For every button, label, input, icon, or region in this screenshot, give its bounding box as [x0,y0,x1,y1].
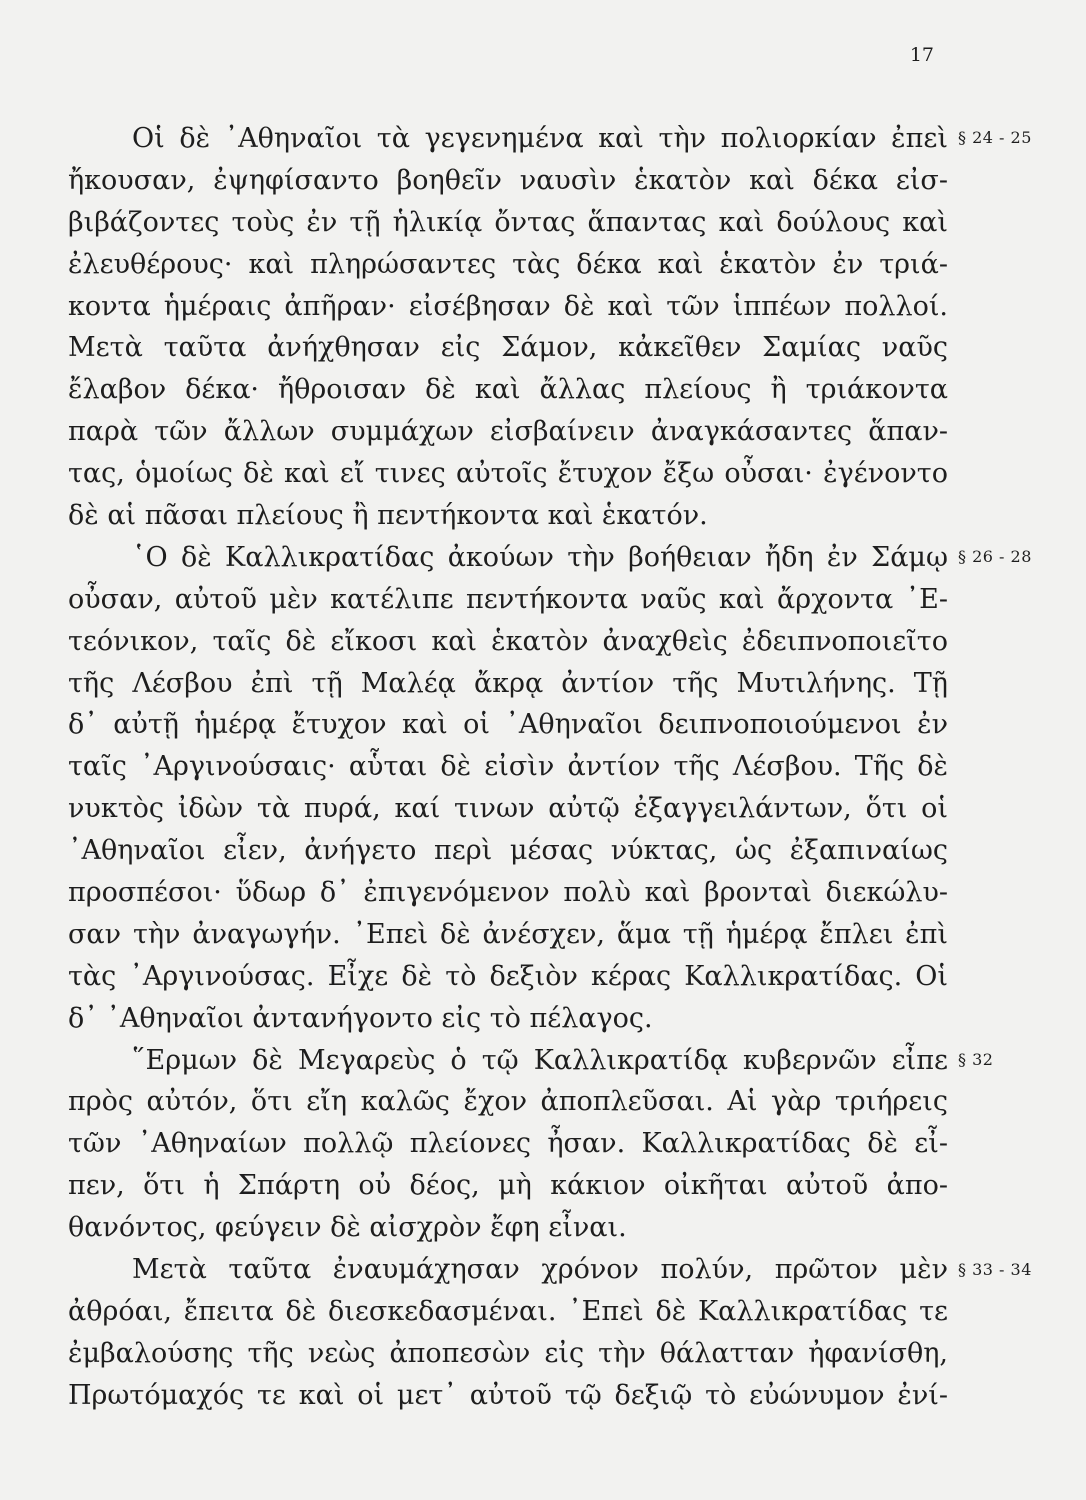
text-line: ταῖς ᾿Αργινούσαις· αὗται δὲ εἰσὶν ἀντίον τῆς Λέσβου. Τῆς δὲ [68,751,948,783]
text-line: τῶν ᾿Αθηναίων πολλῷ πλείονες ἦσαν. Καλλικρατίδας δὲ εἶ- [68,1128,948,1160]
margin-section-ref: § 33 - 34 [958,1260,1032,1279]
text-line: δ᾿ αὐτῇ ἡμέρᾳ ἔτυχον καὶ οἱ ᾿Αθηναῖοι δειπνοποιούμενοι ἐν [68,709,948,741]
text-line: Μετὰ ταῦτα ἀνήχθησαν εἰς Σάμον, κἀκεῖθεν Σαμίας ναῦς [68,332,948,364]
text-body [68,118,948,1417]
text-line: θανόντος, φεύγειν δὲ αἰσχρὸν ἔφη εἶναι. [68,1212,627,1244]
text-line: ἐμβαλούσης τῆς νεὼς ἀποπεσὼν εἰς τὴν θάλατταν ἠφανίσθη, [68,1337,948,1369]
margin-section-ref: § 32 [958,1050,994,1069]
text-line: ῞Ερμων δὲ Μεγαρεὺς ὁ τῷ Καλλικρατίδᾳ κυβερνῶν εἶπε [132,1044,948,1076]
text-line: Πρωτόμαχός τε καὶ οἱ μετ᾿ αὐτοῦ τῷ δεξιῷ τὸ εὐώνυμον ἐνί- [68,1379,948,1411]
paragraph-1 [68,118,948,537]
text-line: ῾Ο δὲ Καλλικρατίδας ἀκούων τὴν βοήθειαν ἤδη ἐν Σάμῳ [132,541,948,573]
text-line: προσπέσοι· ὕδωρ δ᾿ ἐπιγενόμενον πολὺ καὶ βρονταὶ διεκώλυ- [68,877,948,909]
text-line: Μετὰ ταῦτα ἐναυμάχησαν χρόνον πολύν, πρῶτον μὲν [132,1254,948,1286]
text-line: τεόνικον, ταῖς δὲ εἴκοσι καὶ ἑκατὸν ἀναχθεὶς ἐδειπνοποιεῖτο [68,625,948,657]
paragraph-2 [68,537,948,1040]
text-line: δ᾿ ᾿Αθηναῖοι ἀντανήγοντο εἰς τὸ πέλαγος. [68,1002,653,1034]
text-line: Οἱ δὲ ᾿Αθηναῖοι τὰ γεγενημένα καὶ τὴν πολιορκίαν ἐπεὶ [132,123,948,154]
margin-section-ref: § 24 - 25 [958,128,1032,147]
text-line: κοντα ἡμέραις ἀπῆραν· εἰσέβησαν δὲ καὶ τῶν ἱππέων πολλοί. [68,290,948,322]
text-line: πεν, ὅτι ἡ Σπάρτη οὐ δέος, μὴ κάκιον οἰκῆται αὐτοῦ ἀπο- [68,1170,948,1202]
page-number: 17 [909,44,934,66]
text-line: πρὸς αὐτόν, ὅτι εἴη καλῶς ἔχον ἀποπλεῦσαι. Αἱ γὰρ τριήρεις [68,1086,948,1118]
margin-section-ref: § 26 - 28 [958,547,1032,566]
text-line: τας, ὁμοίως δὲ καὶ εἴ τινες αὐτοῖς ἔτυχον ἔξω οὖσαι· ἐγένοντο [68,458,948,490]
text-line: οὖσαν, αὐτοῦ μὲν κατέλιπε πεντήκοντα ναῦς καὶ ἄρχοντα ᾿Ε- [68,583,948,615]
text-line: νυκτὸς ἰδὼν τὰ πυρά, καί τινων αὐτῷ ἐξαγγειλάντων, ὅτι οἱ [68,793,948,825]
text-line: ᾿Αθηναῖοι εἶεν, ἀνήγετο περὶ μέσας νύκτας, ὡς ἐξαπιναίως [68,835,948,867]
text-line: ἀθρόαι, ἔπειτα δὲ διεσκεδασμέναι. ᾿Επεὶ δὲ Καλλικρατίδας τε [68,1295,948,1327]
text-line: ἔλαβον δέκα· ἤθροισαν δὲ καὶ ἄλλας πλείους ἢ τριάκοντα [68,374,948,406]
text-line: ἤκουσαν, ἐψηφίσαντο βοηθεῖν ναυσὶν ἑκατὸν καὶ δέκα εἰσ- [68,164,948,196]
text-line: δὲ αἱ πᾶσαι πλείους ἢ πεντήκοντα καὶ ἑκατόν. [68,500,708,532]
text-line: τῆς Λέσβου ἐπὶ τῇ Μαλέᾳ ἄκρᾳ ἀντίον τῆς Μυτιλήνης. Τῇ [68,667,948,699]
text-line: τὰς ᾿Αργινούσας. Εἶχε δὲ τὸ δεξιὸν κέρας Καλλικρατίδας. Οἱ [68,960,948,992]
text-line: βιβάζοντες τοὺς ἐν τῇ ἡλικίᾳ ὄντας ἅπαντας καὶ δούλους καὶ [68,206,948,238]
paragraph-4 [68,1249,948,1417]
text-line: ἐλευθέρους· καὶ πληρώσαντες τὰς δέκα καὶ ἑκατὸν ἐν τριά- [68,248,948,280]
text-line: παρὰ τῶν ἄλλων συμμάχων εἰσβαίνειν ἀναγκάσαντες ἅπαν- [68,416,948,448]
paragraph-3 [68,1040,948,1249]
text-line: σαν τὴν ἀναγωγήν. ᾿Επεὶ δὲ ἀνέσχεν, ἅμα τῇ ἡμέρᾳ ἔπλει ἐπὶ [68,918,948,950]
